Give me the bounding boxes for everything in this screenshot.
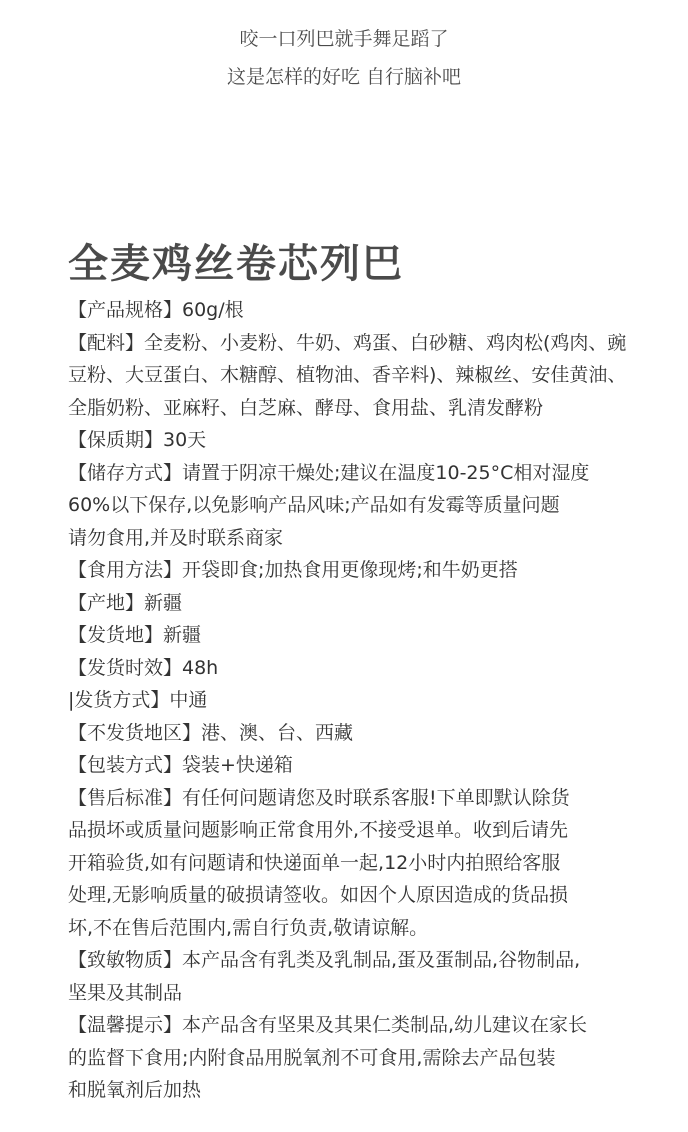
spec-line: 【产地】新疆	[68, 591, 183, 614]
spec-line: 的监督下食用;内附食品用脱氧剂不可食用,需除去产品包装	[68, 1046, 556, 1069]
spec-line: 全脂奶粉、亚麻籽、白芝麻、酵母、食用盐、乳清发酵粉	[68, 396, 544, 419]
spec-line: 开箱验货,如有问题请和快递面单一起,12小时内拍照给客服	[68, 851, 561, 874]
spec-line: 【保质期】30天	[68, 429, 207, 451]
spec-line: 坏,不在售后范围内,需自行负责,敬请谅解。	[68, 916, 429, 939]
spec-line: 【不发货地区】港、澳、台、西藏	[68, 721, 354, 744]
spec-line: 和脱氧剂后加热	[68, 1079, 202, 1101]
spec-line: 品损坏或质量问题影响正常食用外,不接受退单。收到后请先	[68, 819, 569, 841]
spec-line: 豆粉、大豆蛋白、木糖醇、植物油、香辛料)、辣椒丝、安佳黄油、	[68, 364, 627, 386]
spec-line: 【产品规格】60g/根	[68, 299, 244, 321]
spec-line: |发货方式】中通	[68, 689, 208, 711]
spec-line: 60%以下保存,以免影响产品风味;产品如有发霉等质量问题	[68, 494, 560, 516]
spec-line: 【发货地】新疆	[68, 624, 202, 646]
tagline-line-1: 咬一口列巴就手舞足蹈了	[239, 28, 449, 50]
spec-line: 【发货时效】48h	[68, 656, 219, 679]
product-title: 全麦鸡丝卷芯列巴	[68, 241, 404, 287]
product-specs	[68, 294, 668, 1107]
spec-line: 【温馨提示】本产品含有坚果及其果仁类制品,幼儿建议在家长	[68, 1014, 588, 1036]
spec-line: 处理,无影响质量的破损请签收。如因个人原因造成的货品损	[68, 884, 569, 906]
spec-line: 【配料】全麦粉、小麦粉、牛奶、鸡蛋、白砂糖、鸡肉松(鸡肉、豌	[68, 331, 627, 354]
spec-line: 【储存方式】请置于阴凉干燥处;建议在温度10-25°C相对湿度	[68, 461, 590, 484]
spec-line: 【售后标准】有任何问题请您及时联系客服!下单即默认除货	[68, 786, 570, 809]
spec-line: 【食用方法】开袋即食;加热食用更像现烤;和牛奶更搭	[68, 559, 518, 581]
tagline-line-2: 这是怎样的好吃 自行脑补吧	[226, 66, 462, 88]
spec-line: 请勿食用,并及时联系商家	[68, 526, 284, 549]
spec-line: 坚果及其制品	[68, 981, 183, 1004]
spec-line: 【致敏物质】本产品含有乳类及乳制品,蛋及蛋制品,谷物制品,	[68, 949, 581, 971]
spec-line: 【包装方式】袋装+快递箱	[68, 754, 293, 776]
